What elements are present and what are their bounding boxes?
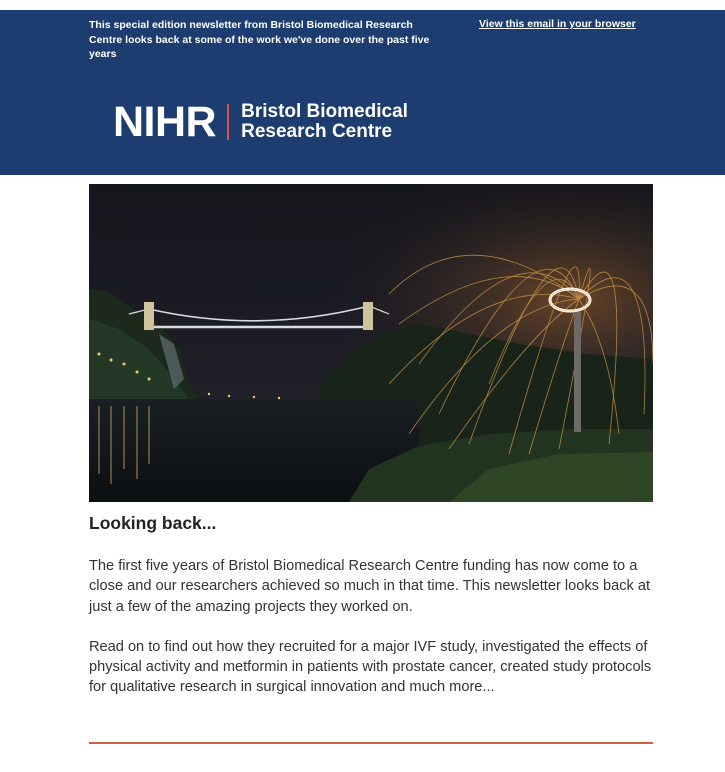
article-paragraph-2: Read on to find out how they recruited for a major IVF study, investigated the effects of physical activity and metformin in patients with prostate cancer, created study protocols for qualitative research in surgical innovation and much more... <box>89 638 652 696</box>
view-in-browser-link[interactable]: View this email in your browser <box>479 18 636 30</box>
logo-divider <box>227 104 229 140</box>
hero-image <box>89 184 653 502</box>
preheader-text: This special edition newsletter from Bristol Biomedical Research Centre looks back at some of the work we've done over the past five years <box>89 19 430 60</box>
nihr-logo[interactable] <box>113 100 408 144</box>
email-header <box>0 10 725 175</box>
section-divider <box>89 742 653 744</box>
article-body <box>89 512 653 698</box>
logo-mark: NIHR <box>113 98 217 146</box>
article-paragraph-1: The first five years of Bristol Biomedical Research Centre funding has now come to a close and our researchers achieved so much in that time. This newsletter looks back at just a few of the amazing projects they worked on. <box>89 558 651 615</box>
logo-line-1: Bristol Biomedical <box>241 101 408 122</box>
logo-line-2: Research Centre <box>241 121 393 142</box>
top-spacer <box>0 0 725 10</box>
logo-text <box>241 102 408 142</box>
article-heading: Looking back... <box>89 513 217 533</box>
